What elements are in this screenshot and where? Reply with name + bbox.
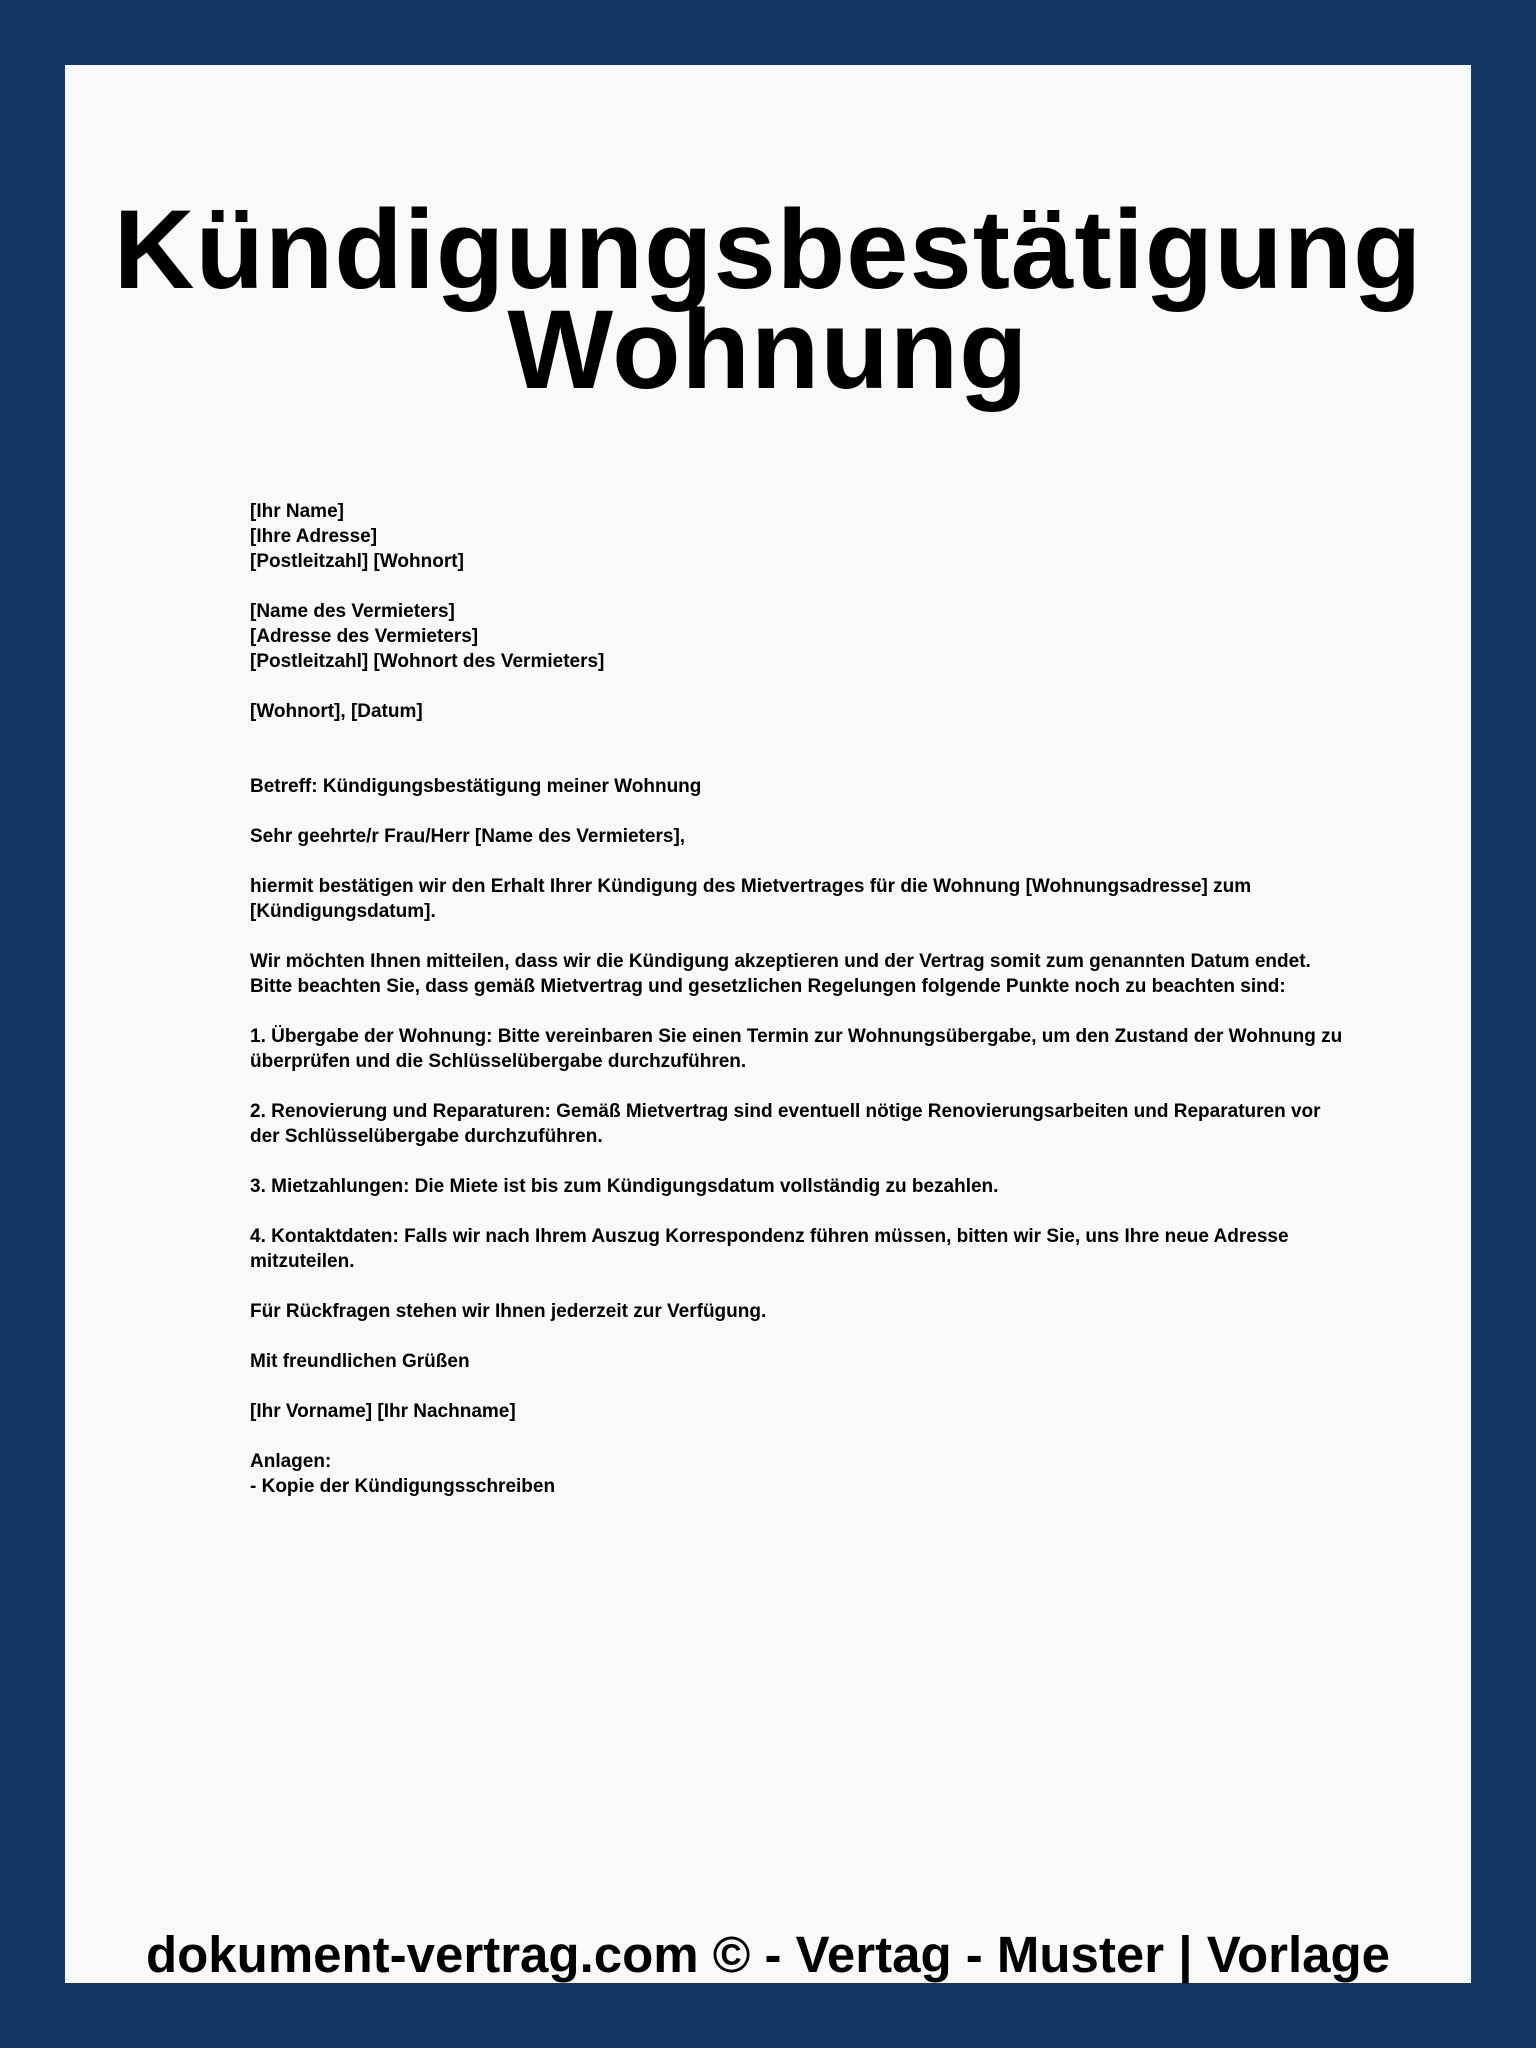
sender-city: [Postleitzahl] [Wohnort]	[250, 551, 464, 572]
document-title	[65, 187, 1471, 412]
paragraph-confirmation: hiermit bestätigen wir den Erhalt Ihrer Kündigung des Mietvertrages für die Wohnung [Wohnungsadresse] zum [Kündigungsdatum].	[250, 876, 1252, 922]
sender-block	[250, 499, 1350, 574]
recipient-city: [Postleitzahl] [Wohnort des Vermieters]	[250, 651, 605, 672]
sender-name: [Ihr Name]	[250, 501, 344, 522]
attachments-label: Anlagen:	[250, 1451, 332, 1472]
recipient-name: [Name des Vermieters]	[250, 601, 455, 622]
subject-line: Betreff: Kündigungsbestätigung meiner Wohnung	[250, 776, 702, 797]
closing: Mit freundlichen Grüßen	[250, 1351, 470, 1372]
paragraph-point-4: 4. Kontaktdaten: Falls wir nach Ihrem Auszug Korrespondenz führen müssen, bitten wir Sie, uns Ihre neue Adresse mitzuteilen.	[250, 1226, 1289, 1272]
attachments	[250, 1449, 1350, 1499]
title-line-2: Wohnung	[507, 287, 1029, 412]
paragraph-acceptance: Wir möchten Ihnen mitteilen, dass wir die Kündigung akzeptieren und der Vertrag somit zum genannten Datum endet. Bitte beachten Sie, dass gemäß Mietvertrag und gesetzlichen Regelungen folgende Punkte noch zu beachten sind:	[250, 951, 1311, 997]
sender-address: [Ihre Adresse]	[250, 526, 378, 547]
signature: [Ihr Vorname] [Ihr Nachname]	[250, 1401, 516, 1422]
letter-body	[250, 499, 1350, 1499]
paragraph-point-3: 3. Mietzahlungen: Die Miete ist bis zum Kündigungsdatum vollständig zu bezahlen.	[250, 1176, 999, 1197]
attachments-item: - Kopie der Kündigungsschreiben	[250, 1476, 556, 1497]
paragraph-questions: Für Rückfragen stehen wir Ihnen jederzeit zur Verfügung.	[250, 1301, 767, 1322]
footer-watermark: dokument-vertrag.com © - Vertag - Muster | Vorlage	[146, 1926, 1390, 1983]
paragraph-point-2: 2. Renovierung und Reparaturen: Gemäß Mietvertrag sind eventuell nötige Renovierungsarbeiten und Reparaturen vor der Schlüsselübergabe durchzuführen.	[250, 1101, 1321, 1147]
document-page	[65, 65, 1471, 1983]
salutation: Sehr geehrte/r Frau/Herr [Name des Vermieters],	[250, 826, 686, 847]
recipient-block	[250, 599, 1350, 674]
recipient-address: [Adresse des Vermieters]	[250, 626, 479, 647]
title-line-1: Kündigungsbestätigung	[113, 187, 1423, 312]
place-date: [Wohnort], [Datum]	[250, 701, 423, 722]
paragraph-point-1: 1. Übergabe der Wohnung: Bitte vereinbaren Sie einen Termin zur Wohnungsübergabe, um den Zustand der Wohnung zu überprüfen und die Schlüsselübergabe durchzuführen.	[250, 1026, 1343, 1072]
